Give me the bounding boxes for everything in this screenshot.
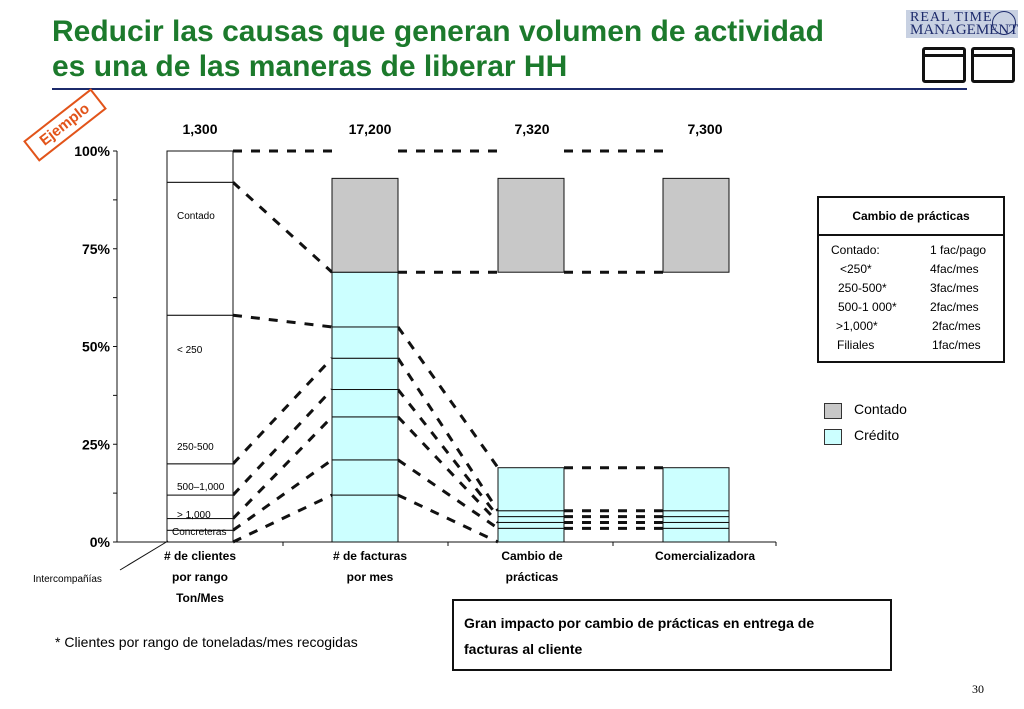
connector-line bbox=[233, 315, 332, 327]
bar-segment bbox=[498, 511, 564, 517]
bar-segment bbox=[332, 178, 398, 272]
practice-value: 1 fac/pago bbox=[930, 243, 987, 257]
example-stamp: Ejemplo bbox=[23, 88, 107, 161]
x-category-label: por mes bbox=[346, 570, 394, 584]
practice-label: Contado: bbox=[831, 243, 880, 257]
x-category-label: Comercializadora bbox=[654, 549, 756, 563]
bar-segment bbox=[663, 522, 729, 528]
bar-segment bbox=[332, 272, 398, 327]
bar-segment bbox=[167, 182, 233, 315]
y-tick-label: 0% bbox=[89, 534, 110, 550]
bar-segment bbox=[332, 495, 398, 542]
x-category-label: # de clientes bbox=[163, 549, 237, 563]
legend-label-contado: Contado bbox=[854, 401, 907, 417]
impact-line-2: facturas al cliente bbox=[464, 641, 583, 657]
bar-segment bbox=[332, 327, 398, 358]
segment-label: 500–1,000 bbox=[177, 482, 225, 493]
bar-segment bbox=[498, 517, 564, 523]
legend-swatch-credito bbox=[824, 429, 842, 445]
connector-line bbox=[398, 390, 498, 517]
x-category-label: Ton/Mes bbox=[176, 591, 224, 605]
y-tick-label: 75% bbox=[81, 240, 110, 257]
footnote: * Clientes por rango de toneladas/mes recogidas bbox=[55, 634, 358, 650]
practice-label: 250-500* bbox=[838, 281, 887, 295]
bar-segment bbox=[332, 358, 398, 389]
segment-label: Concreteras bbox=[172, 527, 227, 538]
segment-label: Contado bbox=[177, 211, 215, 222]
practices-title: Cambio de prácticas bbox=[819, 198, 1003, 236]
segment-leader-line bbox=[120, 541, 168, 570]
title-line-2: es una de las maneras de liberar HH bbox=[52, 50, 568, 83]
impact-line-1: Gran impacto por cambio de prácticas en entrega de bbox=[464, 615, 815, 631]
bar-total-label: 1,300 bbox=[182, 121, 218, 137]
bar-segment bbox=[167, 151, 233, 182]
segment-label: 250-500 bbox=[177, 442, 214, 453]
y-tick-label: 25% bbox=[81, 436, 110, 453]
practice-value: 2fac/mes bbox=[932, 319, 981, 333]
connector-line bbox=[233, 390, 332, 496]
practice-label: Filiales bbox=[837, 338, 875, 352]
bar-segment bbox=[663, 517, 729, 523]
bar-segment bbox=[332, 460, 398, 495]
segment-label: < 250 bbox=[177, 345, 203, 356]
practice-value: 4fac/mes bbox=[930, 262, 979, 276]
practices-box bbox=[817, 196, 1005, 363]
logo-line-1: REAL TIME bbox=[910, 10, 993, 25]
practice-value: 3fac/mes bbox=[930, 281, 979, 295]
practice-value: 1fac/mes bbox=[932, 338, 981, 352]
segment-label: > 1,000 bbox=[177, 510, 211, 521]
connector-line bbox=[398, 327, 498, 468]
bar-segment bbox=[498, 528, 564, 542]
legend-label-credito: Crédito bbox=[854, 427, 900, 443]
connector-line bbox=[398, 417, 498, 523]
bar-total-label: 7,300 bbox=[687, 121, 723, 137]
bar-segment bbox=[663, 178, 729, 272]
title-line-1: Reducir las causas que generan volumen de actividad bbox=[52, 15, 824, 48]
segment-label: Intercompañías bbox=[33, 574, 102, 585]
bar-total-label: 7,320 bbox=[514, 121, 550, 137]
x-category-label: Cambio de bbox=[501, 549, 563, 563]
x-category-label: prácticas bbox=[505, 570, 559, 584]
bar-segment bbox=[663, 468, 729, 511]
bar-segment bbox=[663, 528, 729, 542]
legend-swatch-contado bbox=[824, 403, 842, 419]
impact-callout bbox=[452, 599, 892, 671]
connector-line bbox=[233, 358, 332, 464]
practice-label: <250* bbox=[840, 262, 872, 276]
bar-segment bbox=[663, 511, 729, 517]
logo-line-2: MANAGEMENT bbox=[910, 22, 1018, 38]
y-tick-label: 100% bbox=[74, 143, 110, 159]
connector-line bbox=[398, 495, 498, 542]
practice-label: 500-1 000* bbox=[838, 300, 897, 314]
bar-segment bbox=[498, 522, 564, 528]
x-category-label: # de facturas bbox=[332, 549, 408, 563]
connector-line bbox=[233, 182, 332, 272]
bar-segment bbox=[332, 417, 398, 460]
y-tick-label: 50% bbox=[81, 338, 110, 355]
practice-value: 2fac/mes bbox=[930, 300, 979, 314]
practice-label: >1,000* bbox=[836, 319, 878, 333]
bar-segment bbox=[498, 468, 564, 511]
bar-segment bbox=[332, 390, 398, 417]
x-category-label: por rango bbox=[172, 570, 228, 584]
bar-segment bbox=[498, 178, 564, 272]
bar-total-label: 17,200 bbox=[348, 121, 392, 137]
page-number: 30 bbox=[972, 682, 984, 696]
